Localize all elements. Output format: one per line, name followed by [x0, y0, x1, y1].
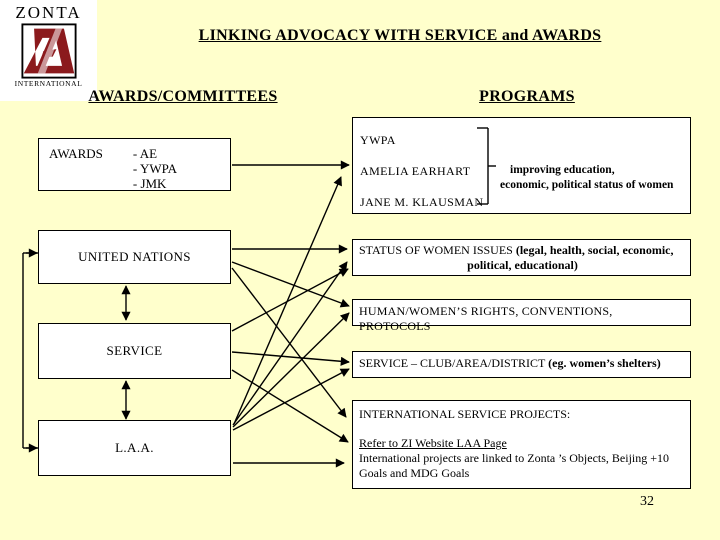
service-club-area-district-box: [352, 351, 691, 378]
status-of-women-box: [352, 239, 691, 276]
laa-label: L.A.A.: [115, 440, 154, 455]
column-header-programs: PROGRAMS: [479, 88, 575, 105]
zonta-logo: [0, 0, 97, 101]
intl-projects-heading: INTERNATIONAL SERVICE PROJECTS:: [359, 407, 571, 421]
awards-item-jmk: - JMK: [132, 176, 167, 191]
awards-item-ae: - AE: [132, 146, 158, 161]
logo-subtext: INTERNATIONAL: [14, 79, 83, 88]
programs-purpose-note: [500, 163, 690, 193]
intl-body-line2: Goals and MDG Goals: [359, 466, 470, 480]
page-title: LINKING ADVOCACY WITH SERVICE and AWARDS: [198, 27, 602, 44]
status-line1: [359, 243, 686, 258]
awards-item-ywpa: - YWPA: [132, 161, 178, 176]
service-club-normal-text: SERVICE – CLUB/AREA/DISTRICT: [359, 356, 549, 370]
awards-box-items: [133, 146, 177, 190]
ywpa-programs-box: [352, 117, 691, 214]
awards-box: [38, 138, 231, 191]
logo-wordmark: ZONTA: [15, 3, 82, 22]
international-service-projects-box: [352, 400, 691, 489]
laa-box: [38, 420, 231, 476]
programs-purpose-line1: improving education,: [510, 164, 615, 176]
united-nations-label: UNITED NATIONS: [78, 249, 191, 264]
ywpa-program-label: YWPA: [360, 133, 396, 147]
status-line2: political, educational): [467, 258, 578, 272]
service-label: SERVICE: [106, 343, 163, 358]
united-nations-box: [38, 230, 231, 284]
amelia-earhart-label: AMELIA EARHART: [360, 164, 471, 178]
service-club-bold-text: (eg. women’s shelters): [548, 356, 661, 370]
human-rights-label: HUMAN/WOMEN’S RIGHTS, CONVENTIONS, PROTOCOLS: [359, 304, 613, 333]
service-box: [38, 323, 231, 379]
zonta-emblem-icon: [21, 23, 77, 79]
column-header-awards-committees: AWARDS/COMMITTEES: [88, 88, 278, 105]
status-normal-text: STATUS OF WOMEN ISSUES: [359, 243, 516, 257]
jane-klausman-label: JANE M. KLAUSMAN: [360, 195, 484, 209]
intl-body-line1: International projects are linked to Zonta ’s Objects, Beijing +10: [359, 451, 670, 465]
programs-purpose-line2: economic, political status of women: [500, 179, 674, 191]
human-rights-box: [352, 299, 691, 333]
laa-page-link[interactable]: Refer to ZI Website LAA Page: [359, 436, 507, 450]
status-bold-text: (legal, health, social, economic,: [515, 243, 674, 257]
awards-box-label: AWARDS: [49, 146, 103, 161]
page-number: 32: [640, 494, 654, 509]
